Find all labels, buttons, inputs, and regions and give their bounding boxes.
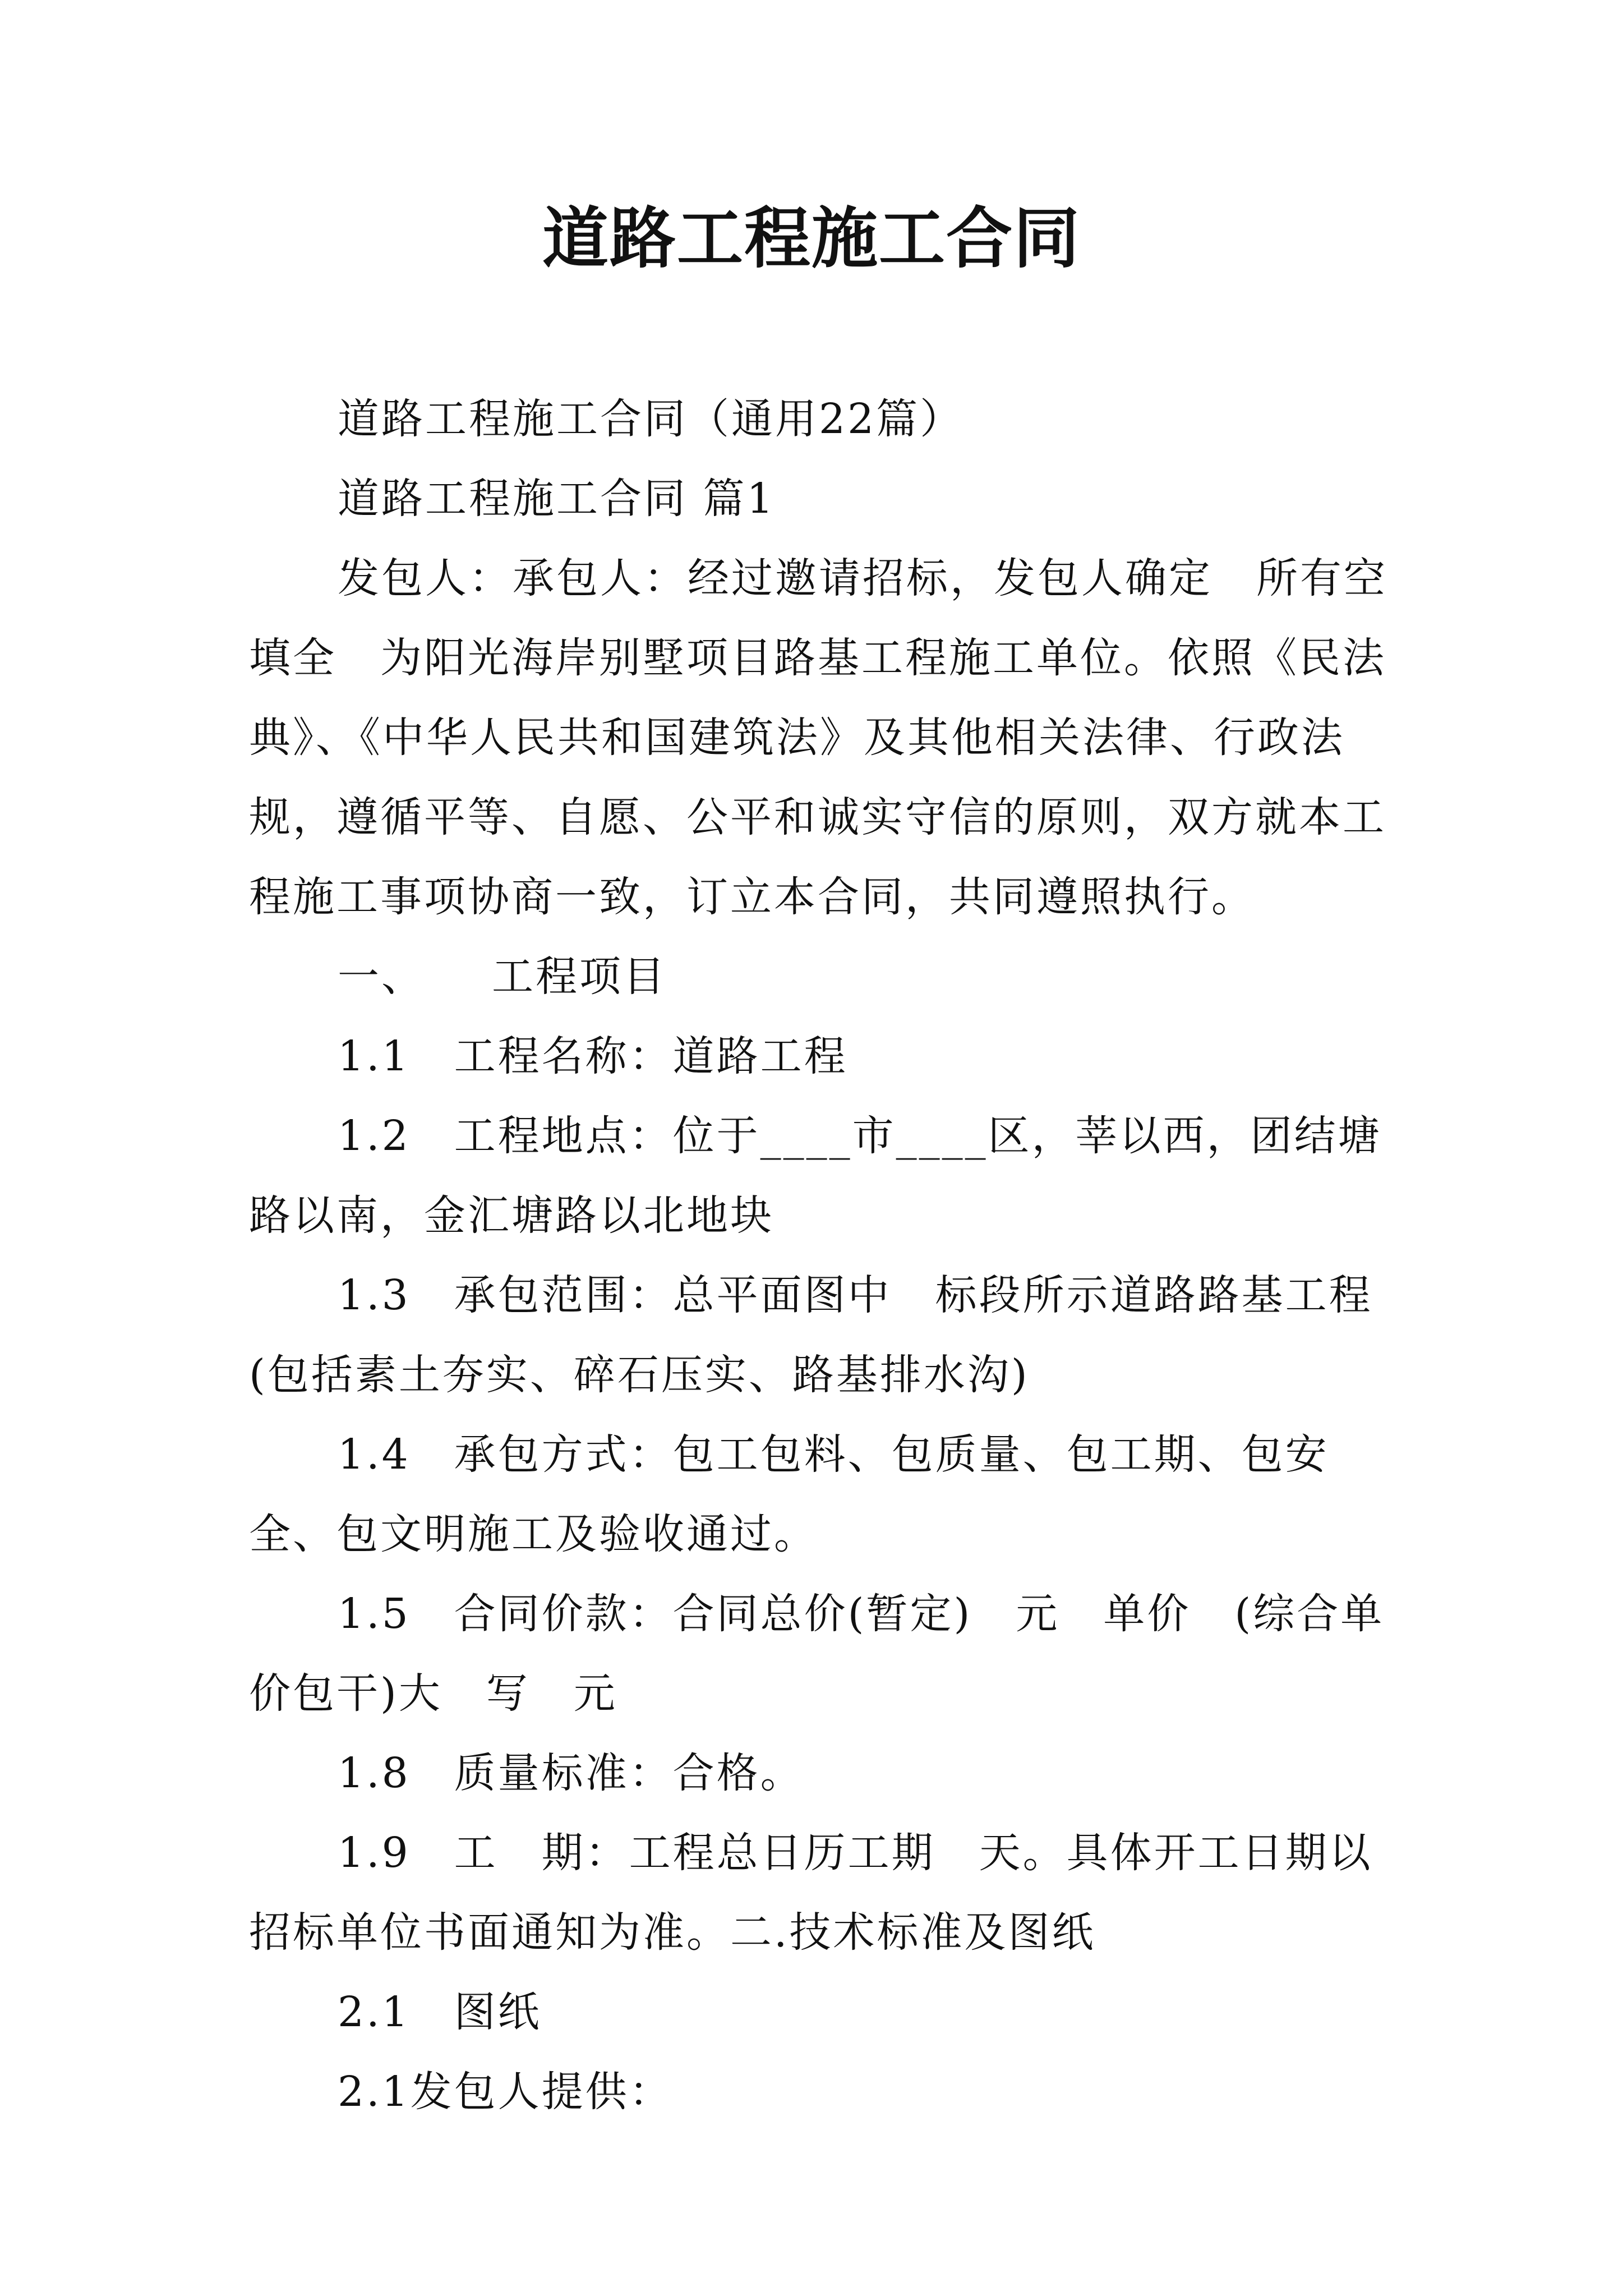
paragraph-preamble: 发包人：承包人：经过邀请招标，发包人确定 所有空填全 为阳光海岸别墅项目路基工程施工单位。依照《民法典》、《中华人民共和国建筑法》及其他相关法律、行政法规，遵循平等、自愿、公平和诚实守信的原则，双方就本工程施工事项协商一致，订立本合同，共同遵照执行。 [249,554,1387,921]
paragraph-1-3: 1.3 承包范围：总平面图中 标段所示道路路基工程(包括素土夯实、碎石压实、路基排水沟) [249,1271,1373,1399]
document-title: 道路工程施工合同 [542,199,1081,277]
paragraph-1-4: 1.4 承包方式：包工包料、包质量、包工期、包安全、包文明施工及验收通过。 [249,1430,1329,1558]
paragraph-1-5: 1.5 合同价款：合同总价(暂定) 元 单价 (综合单价包干)大 写 元 [249,1590,1385,1718]
paragraph-1-1: 1.1 工程名称：道路工程 [338,1032,848,1080]
paragraph-1-8: 1.8 质量标准：合格。 [338,1749,804,1797]
paragraph-1-9: 1.9 工 期：工程总日历工期 天。具体开工日期以招标单位书面通知为准。二.技术标准及图纸 [249,1829,1373,1957]
paragraph-2-1: 2.1 图纸 [338,1988,542,2036]
paragraph-1-2: 1.2 工程地点：位于____市____区，莘以西，团结塘路以南，金汇塘路以北地块 [249,1112,1382,1240]
document-body [249,379,1387,2132]
paragraph-heading: 道路工程施工合同（通用22篇） [338,395,964,443]
paragraph-section-1: 一、 工程项目 [338,953,667,1001]
paragraph-subheading: 道路工程施工合同 篇1 [338,475,776,523]
paragraph-2-1-provided: 2.1发包人提供： [338,2068,673,2116]
